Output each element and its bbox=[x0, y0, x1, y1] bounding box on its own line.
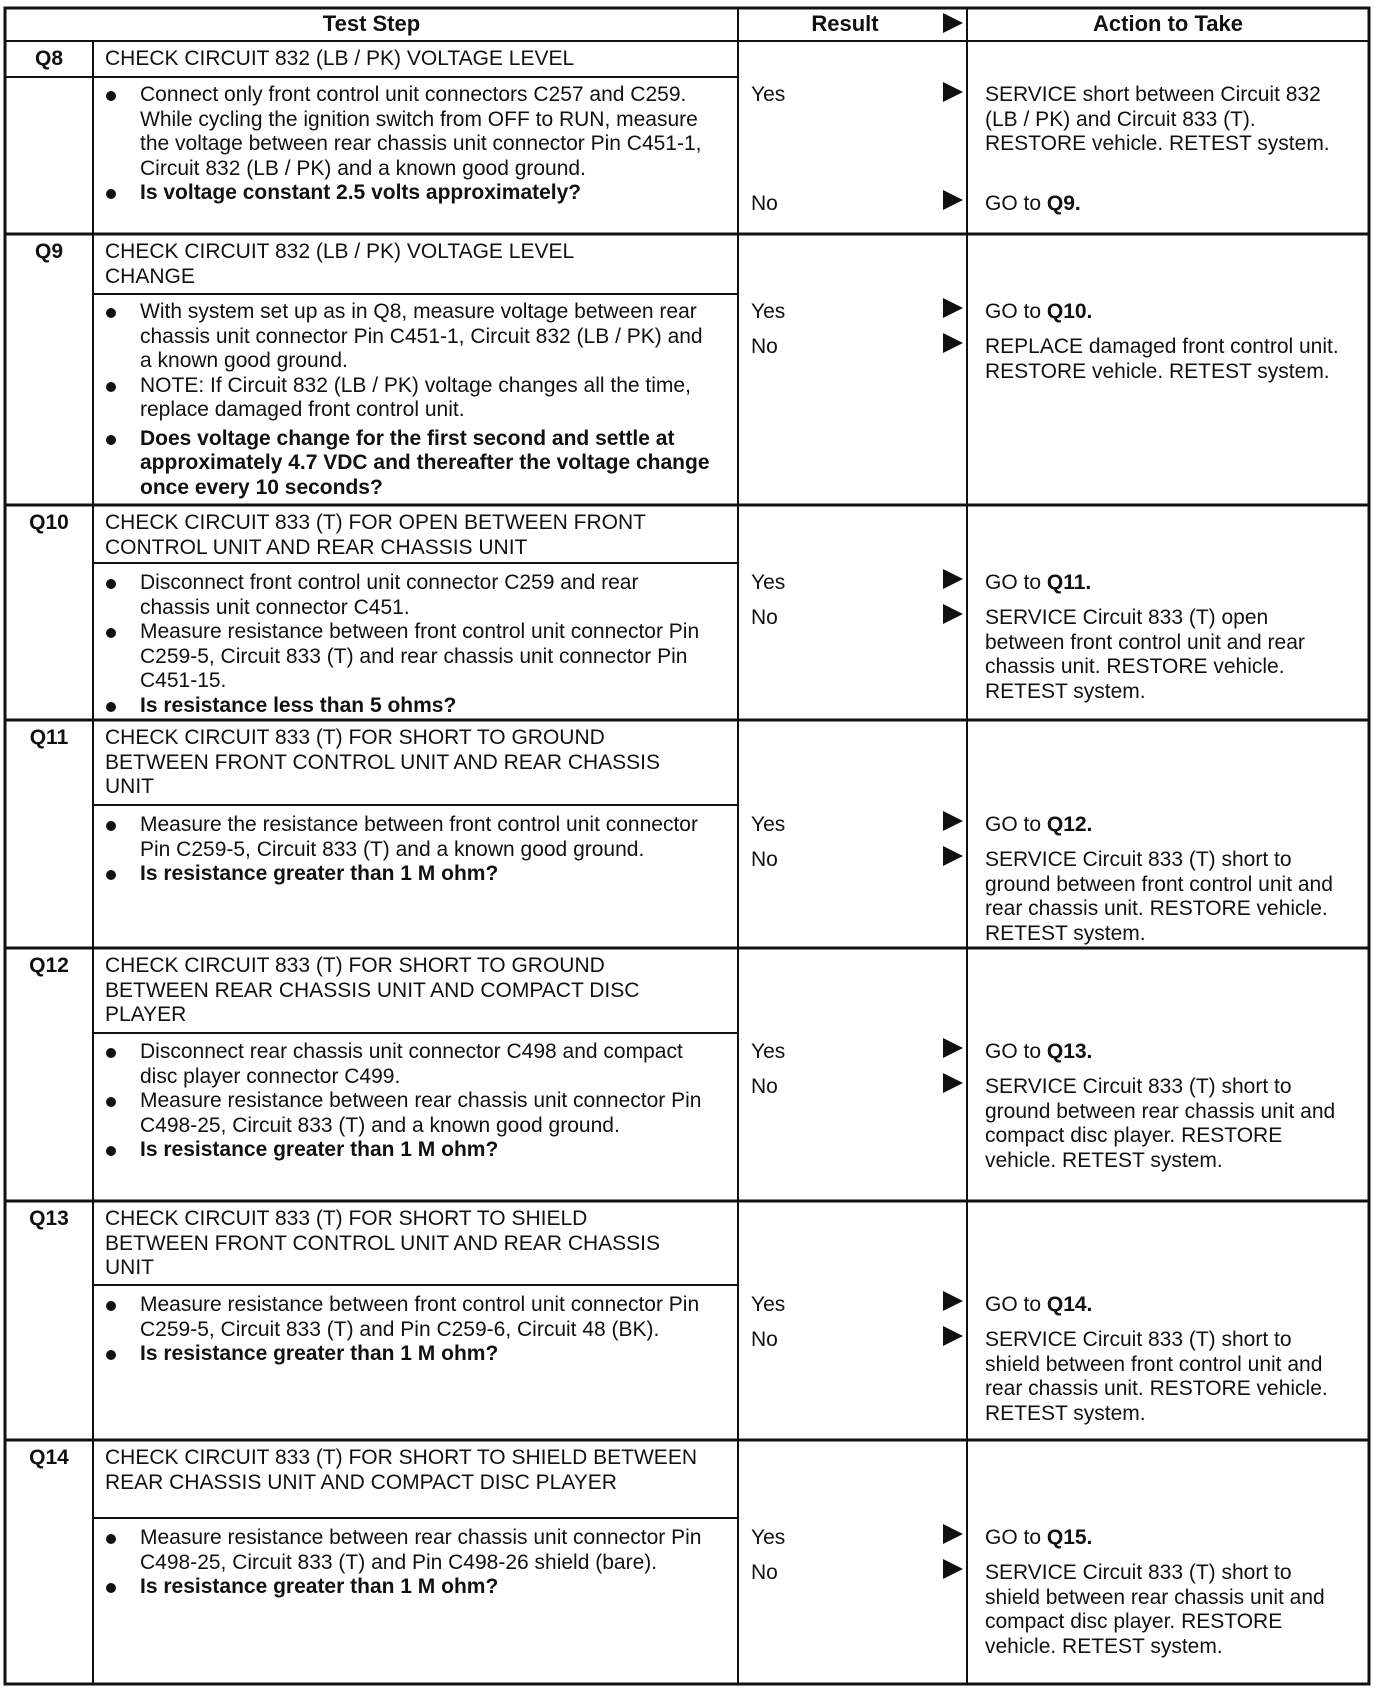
result-yes: Yes bbox=[751, 1293, 786, 1316]
arrow-icon bbox=[943, 1038, 963, 1058]
action-prefix: GO to bbox=[985, 571, 1047, 594]
result-no: No bbox=[751, 1075, 778, 1098]
action-yes bbox=[985, 1526, 1345, 1551]
bullet-question: Is voltage constant 2.5 volts approximately? bbox=[102, 181, 712, 206]
step-id: Q11 bbox=[29, 726, 69, 749]
step-id: Q10 bbox=[29, 511, 69, 534]
action-prefix: GO to bbox=[985, 192, 1047, 215]
step-id: Q9 bbox=[34, 240, 63, 263]
action-no bbox=[985, 192, 1345, 217]
bullet-item: Disconnect front control unit connector C259 and rear chassis unit connector C451. bbox=[102, 571, 712, 620]
action-prefix: GO to bbox=[985, 1526, 1047, 1549]
header-arrow-icon bbox=[943, 13, 963, 33]
result-no: No bbox=[751, 1328, 778, 1351]
result-yes: Yes bbox=[751, 83, 786, 106]
step-bullets bbox=[102, 813, 712, 887]
action-target: Q13. bbox=[1046, 1040, 1093, 1063]
step-id: Q12 bbox=[29, 954, 69, 977]
arrow-icon bbox=[943, 190, 963, 210]
step-title: CHECK CIRCUIT 833 (T) FOR OPEN BETWEEN FRONT CONTROL UNIT AND REAR CHASSIS UNIT bbox=[105, 511, 646, 559]
action-no: REPLACE damaged front control unit. RESTORE vehicle. RETEST system. bbox=[985, 335, 1339, 383]
action-prefix: GO to bbox=[985, 300, 1047, 323]
result-yes: Yes bbox=[751, 1526, 786, 1549]
action-no: SERVICE Circuit 833 (T) short to shield between front control unit and rear chassis unit. RESTORE vehicle. RETEST system. bbox=[985, 1328, 1328, 1425]
action-prefix: GO to bbox=[985, 1040, 1047, 1063]
action-yes bbox=[985, 571, 1345, 596]
bullet-item: NOTE: If Circuit 832 (LB / PK) voltage changes all the time, replace damaged front control unit. bbox=[102, 374, 712, 423]
bullet-question: Is resistance greater than 1 M ohm? bbox=[102, 1575, 712, 1600]
bullet-question: Is resistance greater than 1 M ohm? bbox=[102, 1138, 712, 1163]
action-target: Q10. bbox=[1046, 300, 1093, 323]
bullet-question: Is resistance greater than 1 M ohm? bbox=[102, 862, 712, 887]
step-bullets bbox=[102, 83, 712, 206]
bullet-item: Measure the resistance between front control unit connector Pin C259-5, Circuit 833 (T) and a known good ground. bbox=[102, 813, 712, 862]
bullet-item: Measure resistance between rear chassis unit connector Pin C498-25, Circuit 833 (T) and Pin C498-26 shield (bare). bbox=[102, 1526, 712, 1575]
arrow-icon bbox=[943, 1326, 963, 1346]
action-no: SERVICE Circuit 833 (T) short to shield between rear chassis unit and compact disc player. RESTORE vehicle. RETEST system. bbox=[985, 1561, 1325, 1658]
step-id: Q8 bbox=[34, 47, 63, 70]
action-yes bbox=[985, 1293, 1345, 1318]
action-no: SERVICE Circuit 833 (T) open between front control unit and rear chassis unit. RESTORE vehicle. RETEST system. bbox=[985, 606, 1305, 703]
step-bullets bbox=[102, 300, 712, 500]
step-title: CHECK CIRCUIT 833 (T) FOR SHORT TO GROUND BETWEEN REAR CHASSIS UNIT AND COMPACT DISC PLAYER bbox=[105, 954, 640, 1026]
arrow-icon bbox=[943, 846, 963, 866]
step-title: CHECK CIRCUIT 833 (T) FOR SHORT TO SHIELD BETWEEN REAR CHASSIS UNIT AND COMPACT DISC PLAYER bbox=[105, 1446, 697, 1494]
action-yes bbox=[985, 813, 1345, 838]
action-target: Q11. bbox=[1046, 571, 1092, 594]
arrow-icon bbox=[943, 82, 963, 102]
action-no: SERVICE Circuit 833 (T) short to ground between rear chassis unit and compact disc player. RESTORE vehicle. RETEST system. bbox=[985, 1075, 1336, 1172]
arrow-icon bbox=[943, 298, 963, 318]
result-no: No bbox=[751, 1561, 778, 1584]
header-action: Action to Take bbox=[1093, 11, 1243, 36]
bullet-item: Measure resistance between rear chassis unit connector Pin C498-25, Circuit 833 (T) and a known good ground. bbox=[102, 1089, 712, 1138]
step-bullets bbox=[102, 571, 712, 718]
result-yes: Yes bbox=[751, 571, 786, 594]
step-bullets bbox=[102, 1526, 712, 1600]
arrow-icon bbox=[943, 811, 963, 831]
action-target: Q15. bbox=[1046, 1526, 1093, 1549]
action-yes bbox=[985, 300, 1345, 325]
step-id: Q14 bbox=[29, 1446, 69, 1469]
action-yes bbox=[985, 1040, 1345, 1065]
result-no: No bbox=[751, 606, 778, 629]
arrow-icon bbox=[943, 1559, 963, 1579]
action-prefix: GO to bbox=[985, 813, 1047, 836]
bullet-question: Is resistance greater than 1 M ohm? bbox=[102, 1342, 712, 1367]
arrow-icon bbox=[943, 1291, 963, 1311]
step-title: CHECK CIRCUIT 832 (LB / PK) VOLTAGE LEVEL bbox=[105, 47, 575, 70]
bullet-item: Measure resistance between front control unit connector Pin C259-5, Circuit 833 (T) and Pin C259-6, Circuit 48 (BK). bbox=[102, 1293, 712, 1342]
header-test-step: Test Step bbox=[322, 11, 421, 36]
result-yes: Yes bbox=[751, 1040, 786, 1063]
bullet-item: Connect only front control unit connectors C257 and C259. While cycling the ignition switch from OFF to RUN, measure the voltage between rear chassis unit connector Pin C451-1, Circuit 832 (LB / PK) and a known good ground. bbox=[102, 83, 712, 181]
bullet-item: Disconnect rear chassis unit connector C498 and compact disc player connector C499. bbox=[102, 1040, 712, 1089]
bullet-question: Is resistance less than 5 ohms? bbox=[102, 694, 712, 719]
result-yes: Yes bbox=[751, 813, 786, 836]
action-target: Q9. bbox=[1046, 192, 1081, 215]
step-id: Q13 bbox=[29, 1207, 69, 1230]
header-result: Result bbox=[811, 11, 879, 36]
step-bullets bbox=[102, 1040, 712, 1163]
arrow-icon bbox=[943, 1524, 963, 1544]
arrow-icon bbox=[943, 1073, 963, 1093]
step-title: CHECK CIRCUIT 833 (T) FOR SHORT TO SHIELD BETWEEN FRONT CONTROL UNIT AND REAR CHASSIS UNIT bbox=[105, 1207, 661, 1279]
action-target: Q12. bbox=[1046, 813, 1093, 836]
result-no: No bbox=[751, 192, 778, 215]
action-yes: SERVICE short between Circuit 832 (LB / PK) and Circuit 833 (T). RESTORE vehicle. RETEST system. bbox=[985, 83, 1330, 155]
bullet-question: Does voltage change for the first second and settle at approximately 4.7 VDC and thereafter the voltage change once every 10 seconds? bbox=[102, 427, 712, 501]
result-no: No bbox=[751, 848, 778, 871]
step-bullets bbox=[102, 1293, 712, 1367]
arrow-icon bbox=[943, 333, 963, 353]
bullet-item: With system set up as in Q8, measure voltage between rear chassis unit connector Pin C451-1, Circuit 832 (LB / PK) and a known good ground. bbox=[102, 300, 712, 374]
step-title: CHECK CIRCUIT 832 (LB / PK) VOLTAGE LEVEL CHANGE bbox=[105, 240, 574, 288]
result-yes: Yes bbox=[751, 300, 786, 323]
action-no: SERVICE Circuit 833 (T) short to ground between front control unit and rear chassis unit. RESTORE vehicle. RETEST system. bbox=[985, 848, 1333, 945]
arrow-icon bbox=[943, 604, 963, 624]
result-no: No bbox=[751, 335, 778, 358]
arrow-icon bbox=[943, 569, 963, 589]
step-title: CHECK CIRCUIT 833 (T) FOR SHORT TO GROUND BETWEEN FRONT CONTROL UNIT AND REAR CHASSIS UNIT bbox=[105, 726, 661, 798]
action-prefix: GO to bbox=[985, 1293, 1047, 1316]
action-target: Q14. bbox=[1046, 1293, 1093, 1316]
bullet-item: Measure resistance between front control unit connector Pin C259-5, Circuit 833 (T) and rear chassis unit connector Pin C451-15. bbox=[102, 620, 712, 694]
